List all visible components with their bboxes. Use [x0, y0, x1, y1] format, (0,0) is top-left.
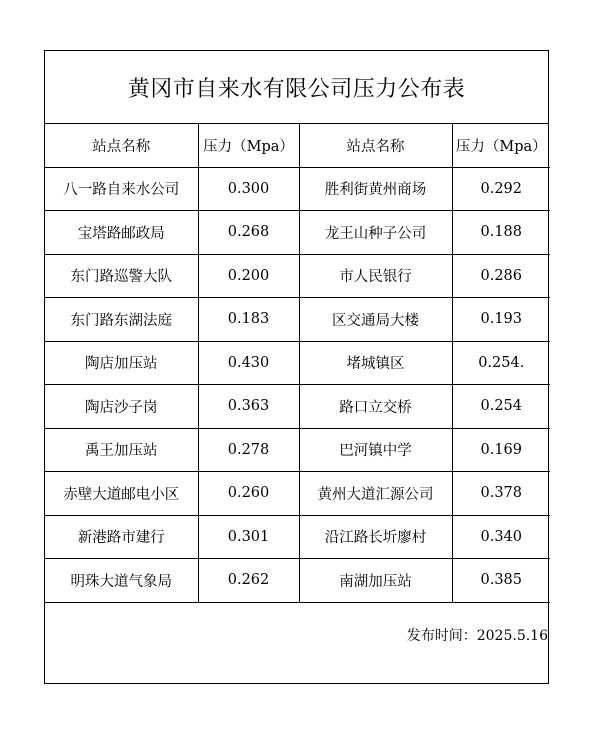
table-row [45, 211, 550, 255]
pressure-cell: 0.340 [452, 515, 550, 559]
table-row [45, 472, 550, 516]
table-row [45, 428, 550, 472]
station-name-cell: 八一路自来水公司 [45, 167, 198, 211]
pressure-cell: 0.262 [198, 559, 299, 603]
pressure-cell: 0.200 [198, 254, 299, 298]
pressure-table-sheet [44, 50, 549, 684]
table-row [45, 385, 550, 429]
pressure-cell: 0.268 [198, 211, 299, 255]
station-name-cell: 东门路东湖法庭 [45, 298, 198, 342]
station-name-cell: 陶店沙子岗 [45, 385, 198, 429]
table-title: 黄冈市自来水有限公司压力公布表 [45, 51, 548, 124]
pressure-cell: 0.300 [198, 167, 299, 211]
station-name-cell: 沿江路长圻廖村 [299, 515, 452, 559]
station-name-cell: 堵城镇区 [299, 341, 452, 385]
pressure-cell: 0.254 [452, 385, 550, 429]
station-name-cell: 宝塔路邮政局 [45, 211, 198, 255]
header-row [45, 124, 550, 167]
station-name-cell: 巴河镇中学 [299, 428, 452, 472]
pressure-cell: 0.378 [452, 472, 550, 516]
station-name-cell: 南湖加压站 [299, 559, 452, 603]
pressure-cell: 0.188 [452, 211, 550, 255]
publish-time: 发布时间：2025.5.16 [406, 628, 548, 644]
pressure-cell: 0.169 [452, 428, 550, 472]
pressure-cell: 0.183 [198, 298, 299, 342]
station-name-cell: 市人民银行 [299, 254, 452, 298]
station-name-cell: 明珠大道气象局 [45, 559, 198, 603]
station-name-cell: 龙王山种子公司 [299, 211, 452, 255]
pressure-cell: 0.278 [198, 428, 299, 472]
header-pressure: 压力（Mpa） [452, 124, 550, 167]
pressure-cell: 0.254. [452, 341, 550, 385]
pressure-cell: 0.260 [198, 472, 299, 516]
table-row [45, 167, 550, 211]
pressure-cell: 0.292 [452, 167, 550, 211]
pressure-cell: 0.363 [198, 385, 299, 429]
station-name-cell: 黄州大道汇源公司 [299, 472, 452, 516]
pressure-cell: 0.385 [452, 559, 550, 603]
header-pressure: 压力（Mpa） [198, 124, 299, 167]
table-row [45, 559, 550, 603]
station-name-cell: 胜利街黄州商场 [299, 167, 452, 211]
station-name-cell: 新港路市建行 [45, 515, 198, 559]
station-name-cell: 区交通局大楼 [299, 298, 452, 342]
station-name-cell: 赤壁大道邮电小区 [45, 472, 198, 516]
table-row [45, 515, 550, 559]
station-name-cell: 陶店加压站 [45, 341, 198, 385]
table-row [45, 341, 550, 385]
header-station-name: 站点名称 [299, 124, 452, 167]
table-row [45, 254, 550, 298]
table-row [45, 298, 550, 342]
pressure-cell: 0.286 [452, 254, 550, 298]
pressure-cell: 0.301 [198, 515, 299, 559]
pressure-cell: 0.430 [198, 341, 299, 385]
station-name-cell: 东门路巡警大队 [45, 254, 198, 298]
pressure-table [45, 124, 550, 603]
station-name-cell: 路口立交桥 [299, 385, 452, 429]
pressure-cell: 0.193 [452, 298, 550, 342]
station-name-cell: 禹王加压站 [45, 428, 198, 472]
header-station-name: 站点名称 [45, 124, 198, 167]
